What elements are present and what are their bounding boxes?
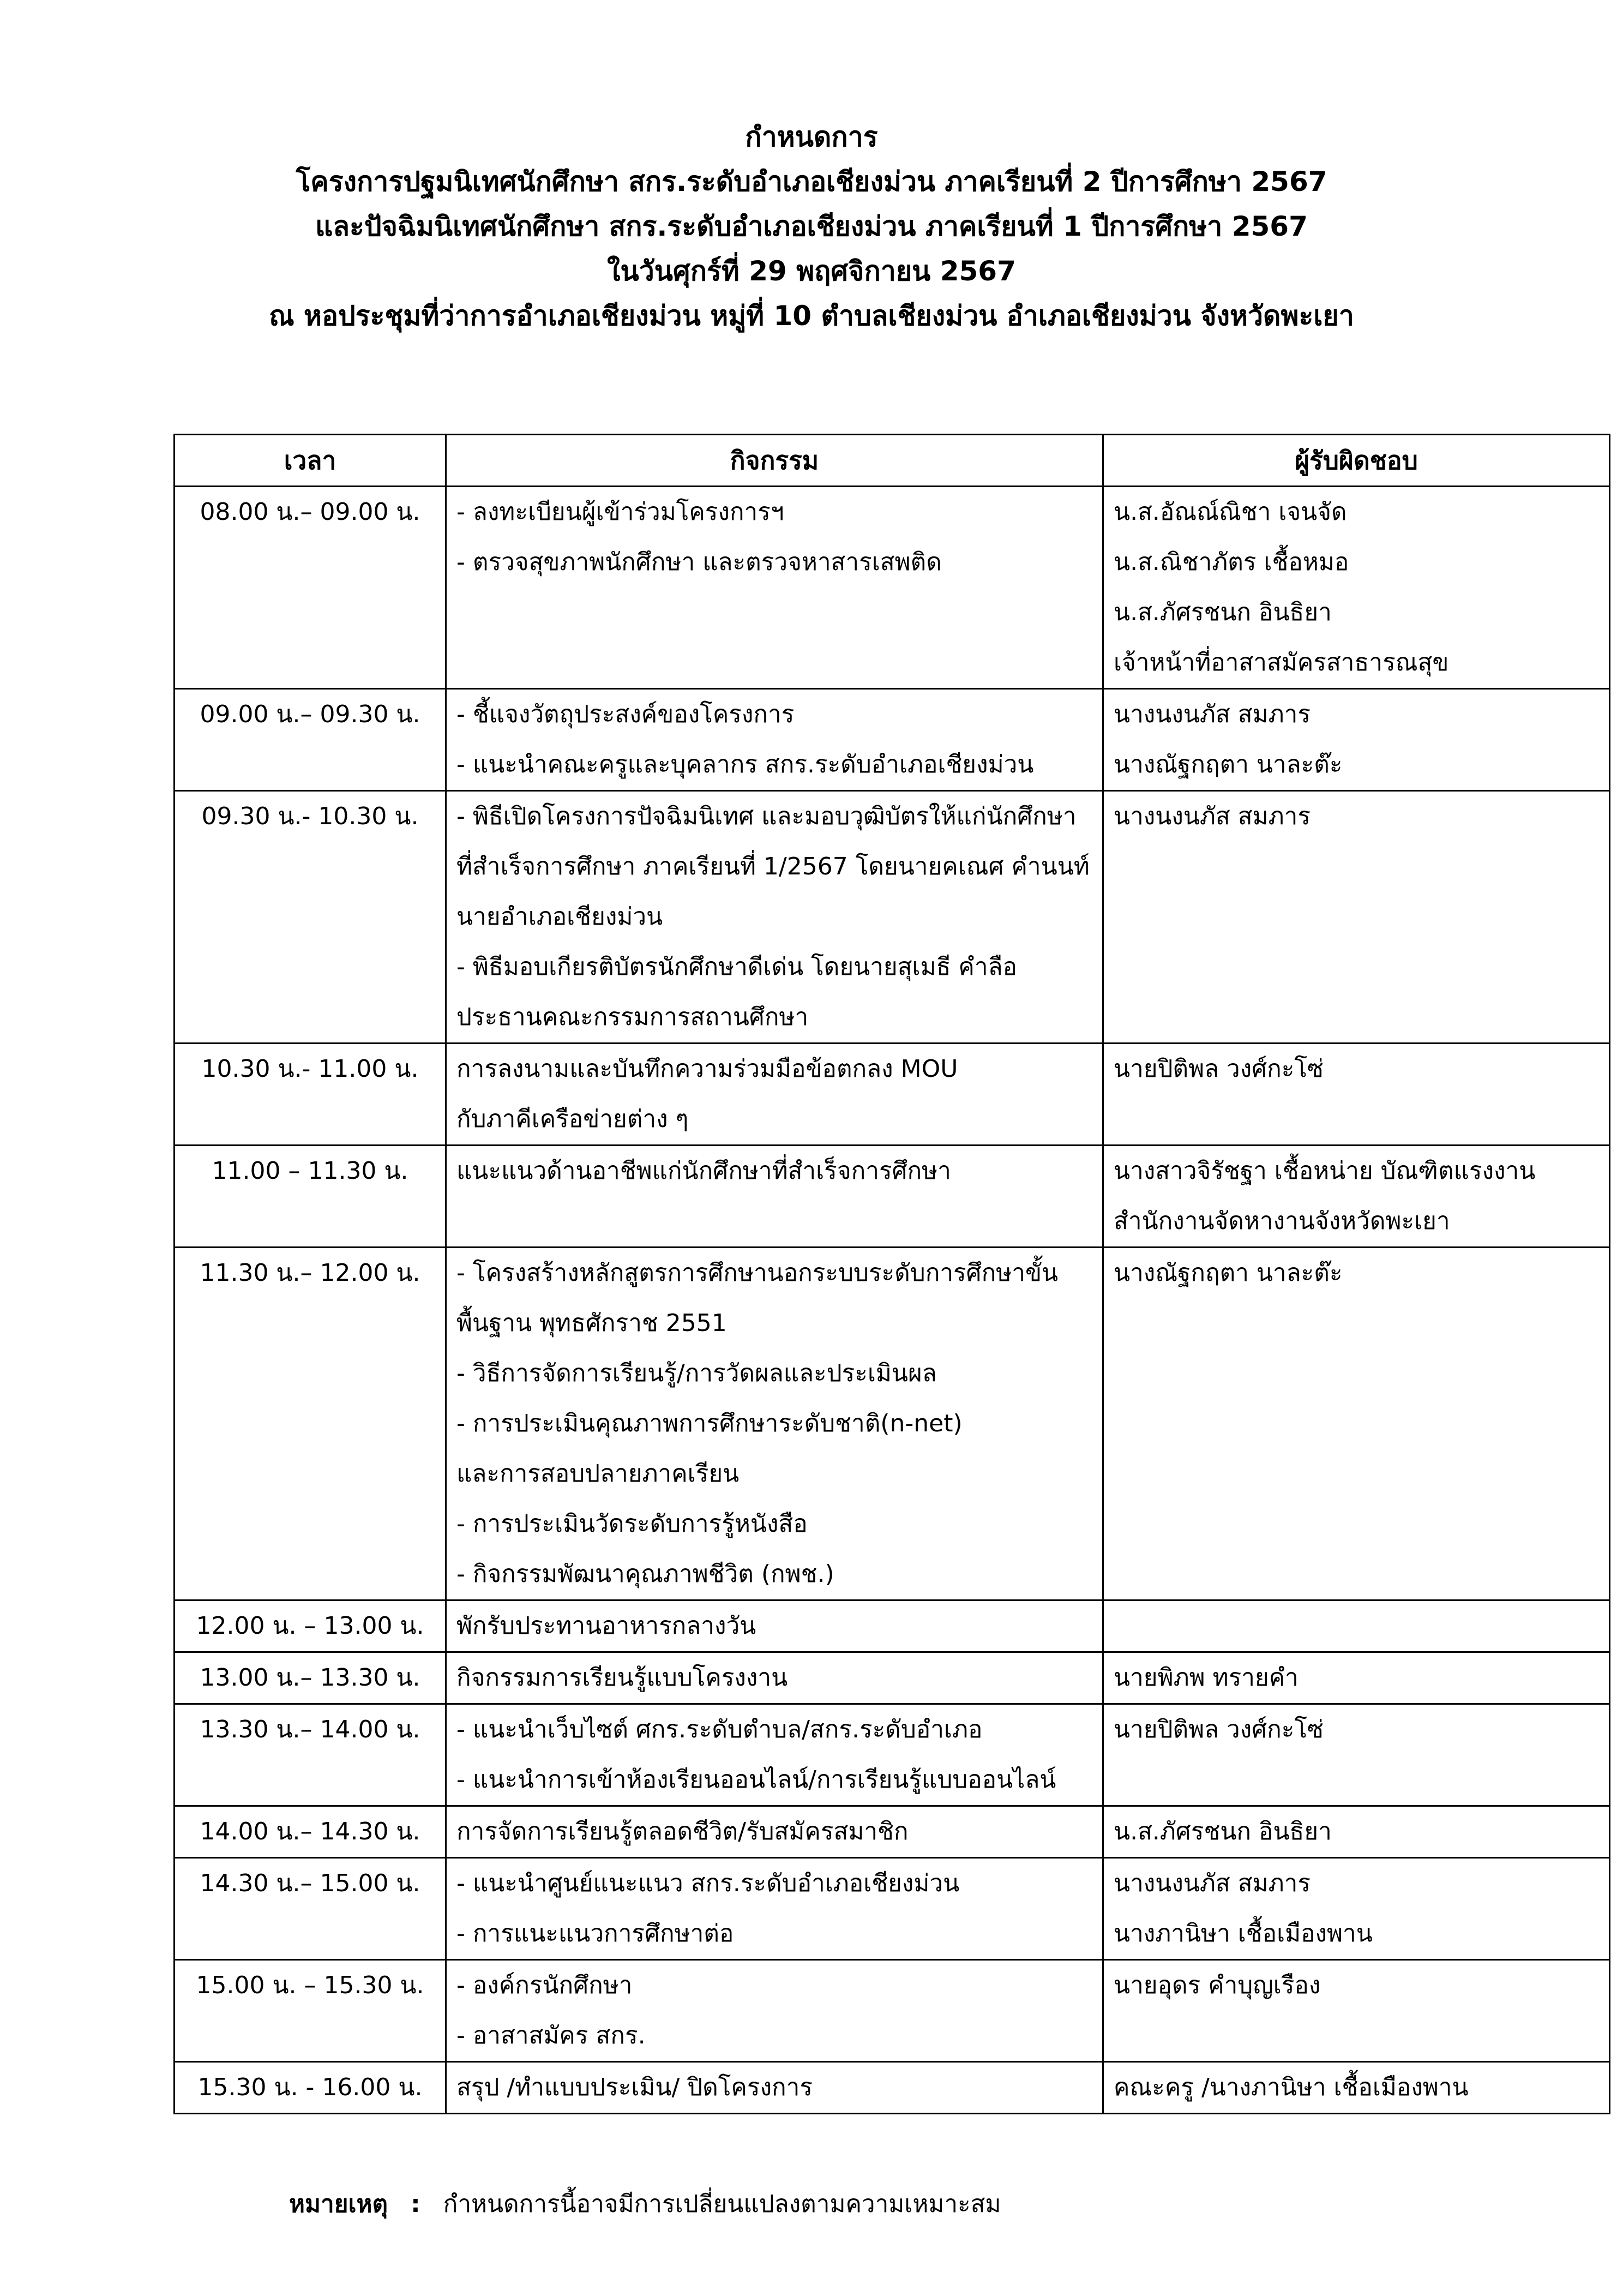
activity-line: - แนะนำศูนย์แนะแนว สกร.ระดับอำเภอเชียงม่วน: [456, 1869, 960, 1897]
time-cell: 09.00 น.– 09.30 น.: [175, 689, 446, 791]
activity-line: [456, 1196, 1092, 1246]
responsible-line: สำนักงานจัดหางานจังหวัดพะเยา: [1114, 1207, 1450, 1235]
responsible-line: น.ส.ภัศรชนก อินธิยา: [1114, 1818, 1332, 1845]
responsible-line: นางนงนภัส สมภาร: [1114, 1869, 1311, 1897]
schedule-row: [175, 1248, 1610, 1600]
activity-cell: [446, 1600, 1103, 1652]
activity-cell: [446, 1044, 1103, 1146]
activity-line: พื้นฐาน พุทธศักราช 2551: [456, 1309, 727, 1337]
activity-line: - แนะนำเว็บไซต์ ศกร.ระดับตำบล/สกร.ระดับอำเภอ: [456, 1716, 983, 1743]
schedule-row: [175, 1704, 1610, 1806]
schedule-row: [175, 689, 1610, 791]
responsible-cell: [1103, 689, 1610, 791]
project-title-line-1: โครงการปฐมนิเทศนักศึกษา สกร.ระดับอำเภอเชียงม่วน ภาคเรียนที่ 2 ปีการศึกษา 2567: [296, 166, 1327, 197]
time-cell: 12.00 น. – 13.00 น.: [175, 1600, 446, 1652]
activity-line: - โครงสร้างหลักสูตรการศึกษานอกระบบระดับการศึกษาขั้น: [456, 1259, 1059, 1287]
activity-cell: [446, 1146, 1103, 1248]
schedule-row: [175, 2062, 1610, 2114]
schedule-row: [175, 1858, 1610, 1960]
column-header-responsible: ผู้รับผิดชอบ: [1103, 435, 1610, 487]
activity-line: - แนะนำคณะครูและบุคลากร สกร.ระดับอำเภอเชียงม่วน: [456, 751, 1034, 778]
footnote-text: กำหนดการนี้อาจมีการเปลี่ยนแปลงตามความเหมาะสม: [443, 2190, 1001, 2218]
responsible-cell: [1103, 1858, 1610, 1960]
activity-line: - การประเมินวัดระดับการรู้หนังสือ: [456, 1510, 808, 1538]
time-cell: 14.30 น.– 15.00 น.: [175, 1858, 446, 1960]
responsible-line: [1114, 1601, 1599, 1651]
responsible-cell: [1103, 1960, 1610, 2062]
activity-line: [456, 638, 1092, 688]
activity-cell: [446, 1858, 1103, 1960]
project-title-line-2: และปัจฉิมนิเทศนักศึกษา สกร.ระดับอำเภอเชียงม่วน ภาคเรียนที่ 1 ปีการศึกษา 2567: [315, 211, 1308, 242]
activity-line: [456, 588, 1092, 638]
responsible-cell: [1103, 1248, 1610, 1600]
activity-line: การลงนามและบันทึกความร่วมมือข้อตกลง MOU: [456, 1055, 958, 1083]
responsible-cell: [1103, 487, 1610, 689]
activity-line: กิจกรรมการเรียนรู้แบบโครงงาน: [456, 1664, 788, 1692]
responsible-line: นายพิภพ ทรายคำ: [1114, 1664, 1299, 1692]
schedule-row: [175, 791, 1610, 1044]
time-cell: 10.30 น.- 11.00 น.: [175, 1044, 446, 1146]
responsible-cell: [1103, 2062, 1610, 2114]
activity-line: พักรับประทานอาหารกลางวัน: [456, 1612, 756, 1640]
responsible-cell: [1103, 1044, 1610, 1146]
column-header-activity: กิจกรรม: [446, 435, 1103, 487]
activity-line: - การแนะแนวการศึกษาต่อ: [456, 1920, 734, 1947]
responsible-line: นางณัฐกฤตา นาละต๊ะ: [1114, 1259, 1343, 1287]
activity-line: และการสอบปลายภาคเรียน: [456, 1460, 740, 1488]
responsible-cell: [1103, 1806, 1610, 1858]
activity-line: ที่สำเร็จการศึกษา ภาคเรียนที่ 1/2567 โดยนายคเณศ คำนนท์: [456, 853, 1090, 880]
time-cell: 14.00 น.– 14.30 น.: [175, 1806, 446, 1858]
activity-line: - ตรวจสุขภาพนักศึกษา และตรวจหาสารเสพติด: [456, 548, 942, 576]
activity-line: - กิจกรรมพัฒนาคุณภาพชีวิต (กพช.): [456, 1560, 834, 1588]
activity-cell: [446, 2062, 1103, 2114]
activity-line: - ลงทะเบียนผู้เข้าร่วมโครงการฯ: [456, 498, 784, 526]
activity-line: - พิธีมอบเกียรติบัตรนักศึกษาดีเด่น โดยนายสุเมธี คำลือ: [456, 953, 1017, 981]
time-cell: 13.30 น.– 14.00 น.: [175, 1704, 446, 1806]
activity-cell: [446, 1960, 1103, 2062]
schedule-row: [175, 1806, 1610, 1858]
schedule-row: [175, 1146, 1610, 1248]
schedule-row: [175, 1960, 1610, 2062]
activity-cell: [446, 1248, 1103, 1600]
footnote: [289, 2185, 1001, 2223]
activity-cell: [446, 791, 1103, 1044]
responsible-line: เจ้าหน้าที่อาสาสมัครสาธารณสุข: [1114, 649, 1449, 676]
document-header: [0, 115, 1623, 338]
time-cell: 11.00 – 11.30 น.: [175, 1146, 446, 1248]
time-cell: 15.30 น. - 16.00 น.: [175, 2062, 446, 2114]
responsible-line: นางภานิษา เชื้อเมืองพาน: [1114, 1920, 1373, 1947]
responsible-cell: [1103, 1600, 1610, 1652]
time-cell: 09.30 น.- 10.30 น.: [175, 791, 446, 1044]
time-cell: 11.30 น.– 12.00 น.: [175, 1248, 446, 1600]
activity-cell: [446, 1806, 1103, 1858]
schedule-row: [175, 1652, 1610, 1704]
activity-line: - การประเมินคุณภาพการศึกษาระดับชาติ(n-net): [456, 1410, 963, 1437]
schedule-header-row: [175, 435, 1610, 487]
responsible-cell: [1103, 791, 1610, 1044]
activity-cell: [446, 1652, 1103, 1704]
responsible-cell: [1103, 1146, 1610, 1248]
activity-line: - องค์กรนักศึกษา: [456, 1971, 633, 1999]
activity-line: นายอำเภอเชียงม่วน: [456, 903, 663, 931]
schedule-body: [175, 487, 1610, 2114]
activity-line: แนะแนวด้านอาชีพแก่นักศึกษาที่สำเร็จการศึกษา: [456, 1157, 951, 1185]
responsible-line: นางนงนภัส สมภาร: [1114, 700, 1311, 728]
activity-line: การจัดการเรียนรู้ตลอดชีวิต/รับสมัครสมาชิก: [456, 1818, 909, 1845]
activity-line: - แนะนำการเข้าห้องเรียนออนไลน์/การเรียนรู้แบบออนไลน์: [456, 1766, 1056, 1794]
activity-line: ประธานคณะกรรมการสถานศึกษา: [456, 1003, 809, 1031]
responsible-cell: [1103, 1704, 1610, 1806]
activity-cell: [446, 487, 1103, 689]
activity-line: กับภาคีเครือข่ายต่าง ๆ: [456, 1105, 689, 1133]
schedule-row: [175, 1044, 1610, 1146]
responsible-line: น.ส.อัณณ์ณิชา เจนจัด: [1114, 498, 1347, 526]
activity-line: สรุป /ทำแบบประเมิน/ ปิดโครงการ: [456, 2073, 813, 2101]
activity-line: - อาสาสมัคร สกร.: [456, 2022, 646, 2049]
document-title: กำหนดการ: [745, 121, 878, 153]
column-header-time: เวลา: [175, 435, 446, 487]
responsible-cell: [1103, 1652, 1610, 1704]
schedule-row: [175, 1600, 1610, 1652]
activity-line: - พิธีเปิดโครงการปัจฉิมนิเทศ และมอบวุฒิบัตรให้แก่นักศึกษา: [456, 802, 1077, 830]
responsible-line: นายอุดร คำบุญเรือง: [1114, 1971, 1321, 1999]
responsible-line: น.ส.ณิชาภัตร เชื้อหมอ: [1114, 548, 1349, 576]
footnote-separator: :: [411, 2190, 420, 2218]
responsible-line: นางนงนภัส สมภาร: [1114, 802, 1311, 830]
footnote-label: หมายเหตุ: [289, 2190, 388, 2218]
event-venue: ณ หอประชุมที่ว่าการอำเภอเชียงม่วน หมู่ที่ 10 ตำบลเชียงม่วน อำเภอเชียงม่วน จังหวัดพะเยา: [269, 300, 1354, 332]
event-date: ในวันศุกร์ที่ 29 พฤศจิกายน 2567: [607, 255, 1016, 287]
activity-cell: [446, 1704, 1103, 1806]
activity-cell: [446, 689, 1103, 791]
activity-line: - วิธีการจัดการเรียนรู้/การวัดผลและประเมินผล: [456, 1359, 937, 1387]
responsible-line: นางสาวจิรัชฐา เชื้อหน่าย บัณฑิตแรงงาน: [1114, 1157, 1536, 1185]
responsible-line: น.ส.ภัศรชนก อินธิยา: [1114, 598, 1332, 626]
time-cell: 08.00 น.– 09.00 น.: [175, 487, 446, 689]
activity-line: - ชี้แจงวัตถุประสงค์ของโครงการ: [456, 700, 795, 728]
schedule-row: [175, 487, 1610, 689]
responsible-line: นางณัฐกฤตา นาละต๊ะ: [1114, 751, 1343, 778]
time-cell: 15.00 น. – 15.30 น.: [175, 1960, 446, 2062]
responsible-line: คณะครู /นางภานิษา เชื้อเมืองพาน: [1114, 2073, 1469, 2101]
time-cell: 13.00 น.– 13.30 น.: [175, 1652, 446, 1704]
responsible-line: นายปิติพล วงศ์กะโซ่: [1114, 1716, 1324, 1743]
schedule-table: [173, 434, 1610, 2114]
responsible-line: นายปิติพล วงศ์กะโซ่: [1114, 1055, 1324, 1083]
